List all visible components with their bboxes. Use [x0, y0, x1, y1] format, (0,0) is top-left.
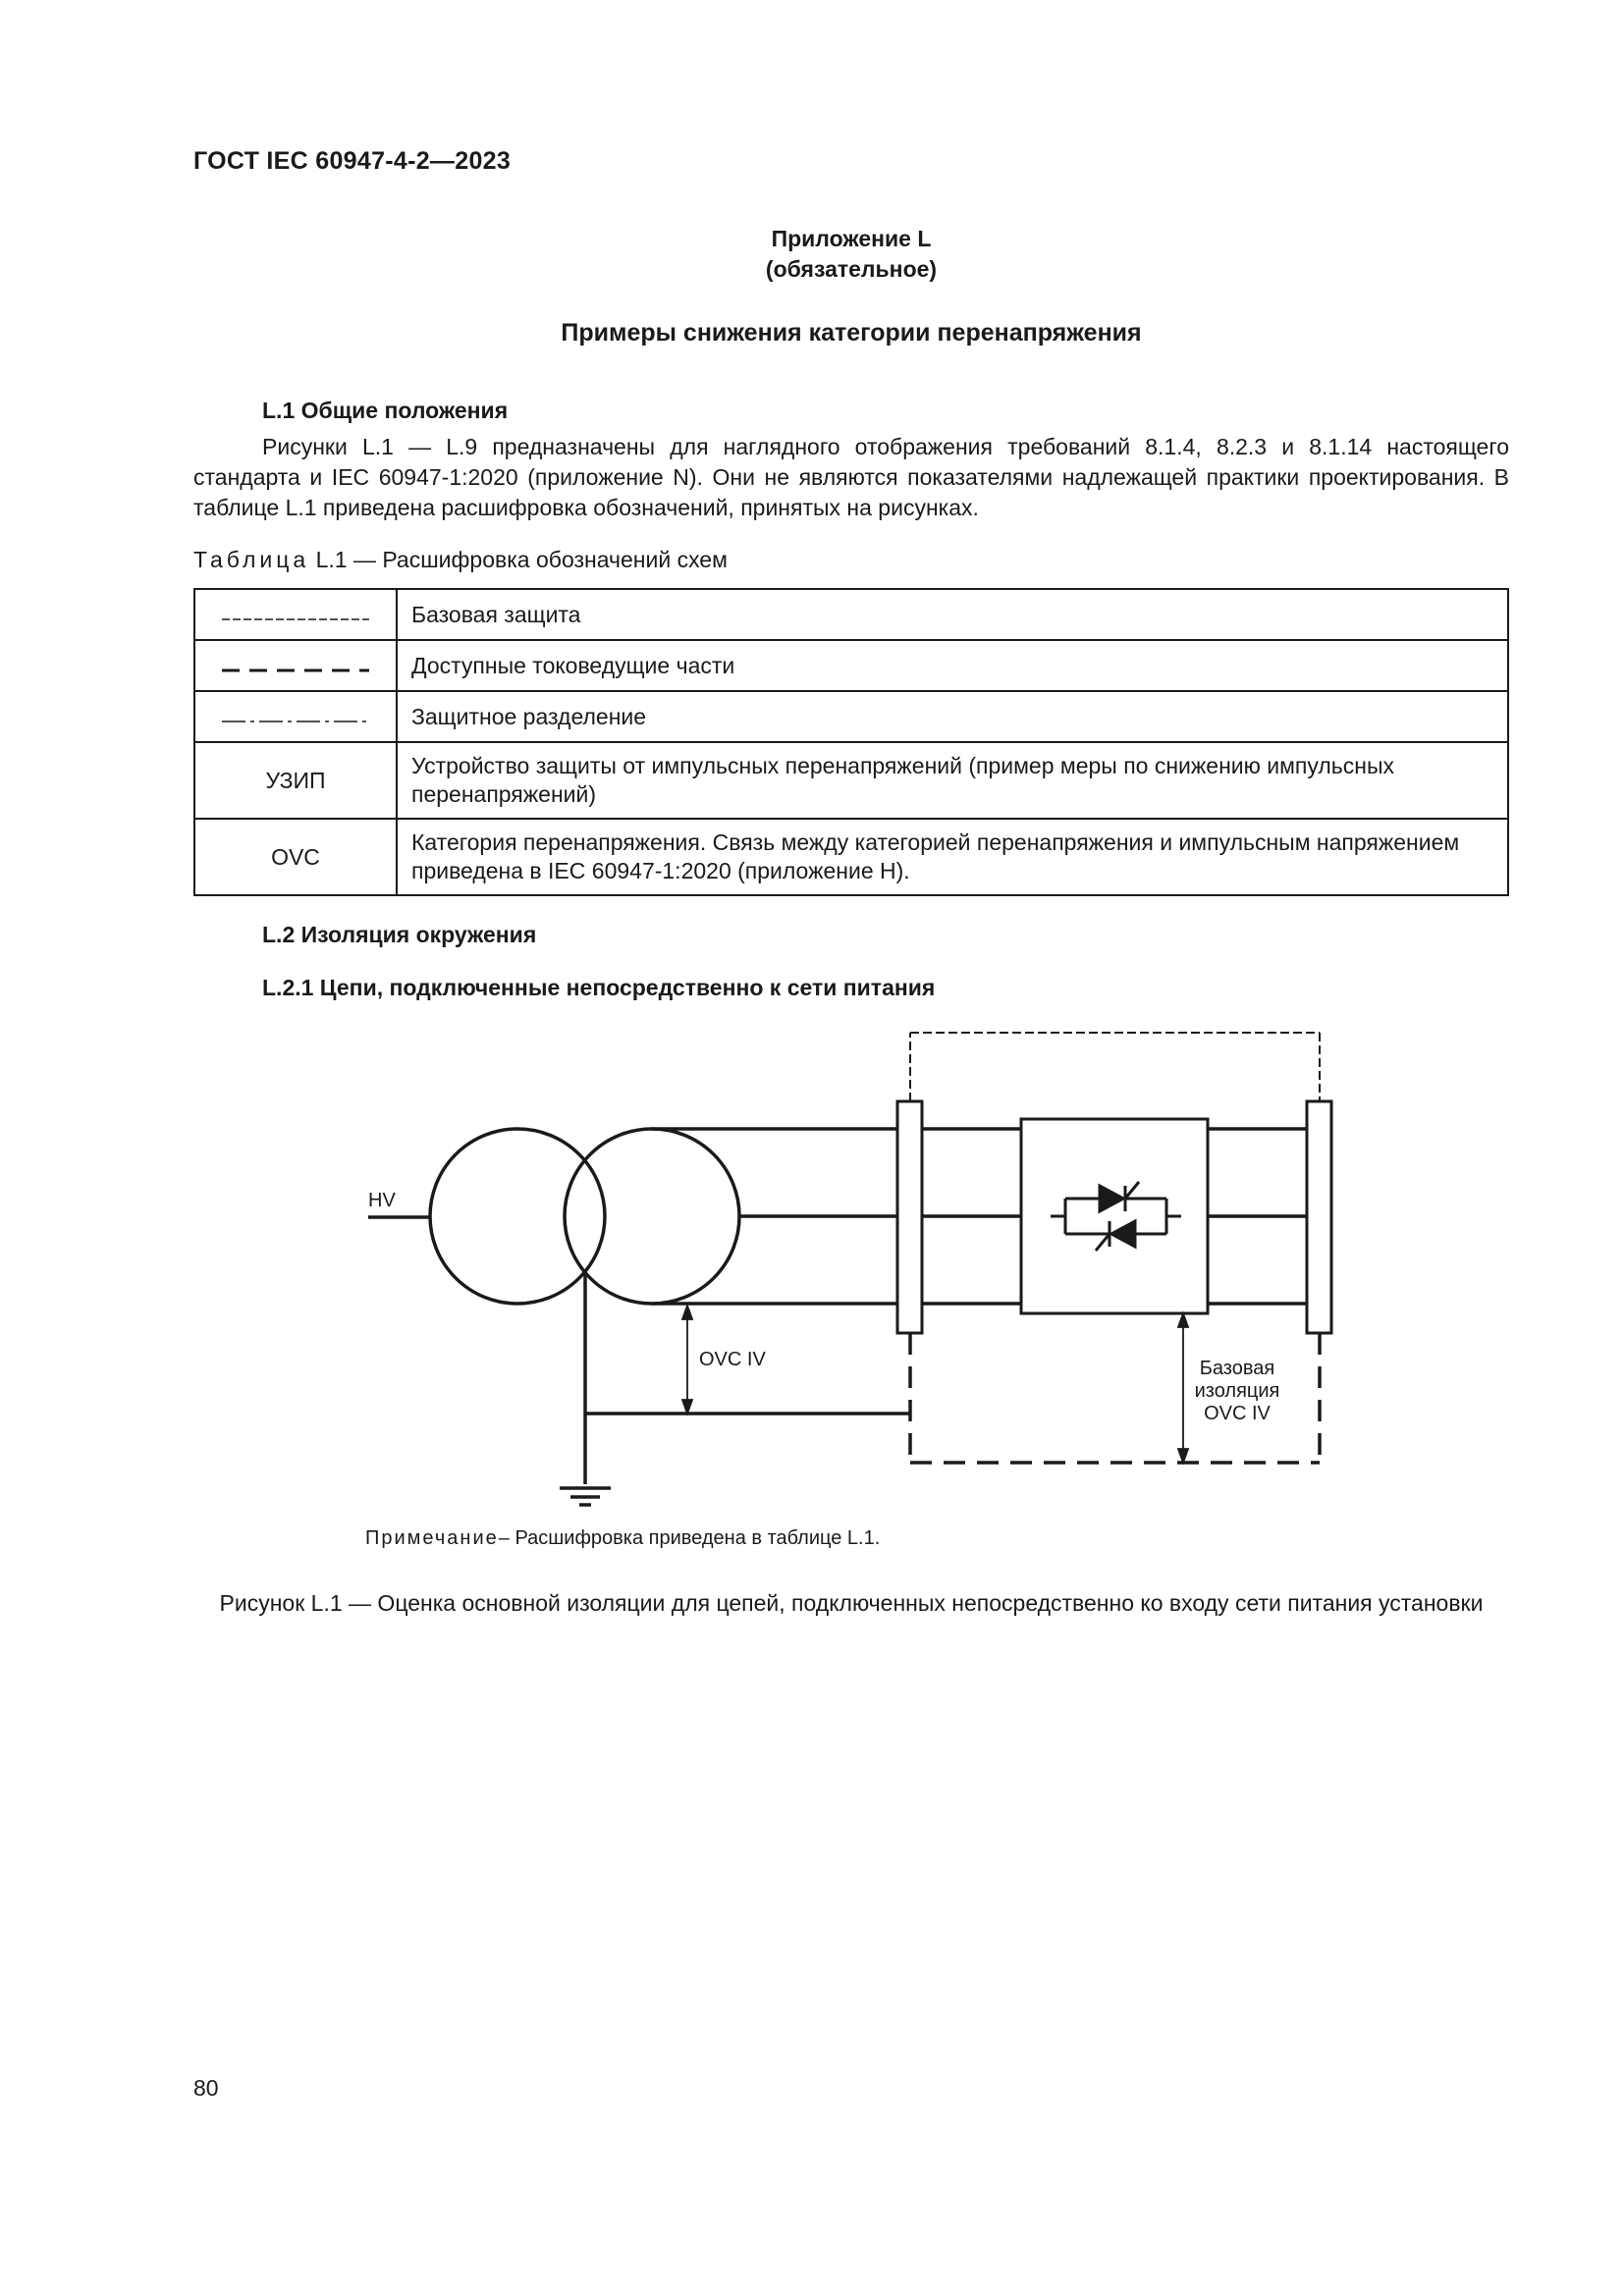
legend-description: Устройство защиты от импульсных перенапряжений (пример меры по снижению импульсных перенапряжений)	[397, 742, 1508, 819]
intro-paragraph: Рисунки L.1 — L.9 предназначены для наглядного отображения требований 8.1.4, 8.2.3 и 8.1.14 настоящего стандарта и IEC 60947-1:2020 (приложение N). Они не являются показателями надлежащей практики проектирования. В таблице L.1 приведена расшифровка обозначений, принятых на рисунках.	[193, 434, 1509, 520]
transformer-primary-coil	[430, 1129, 605, 1304]
legend-description: Базовая защита	[397, 589, 1508, 640]
ground-icon	[560, 1488, 611, 1505]
legend-symbol: OVC	[194, 819, 397, 895]
output-terminal-bar	[1307, 1101, 1331, 1333]
hv-label: HV	[368, 1190, 396, 1211]
table-caption-prefix: Таблица	[193, 547, 310, 572]
basic-protection-boundary	[910, 1033, 1320, 1101]
document-header: ГОСТ IEC 60947-4-2—2023	[193, 147, 512, 175]
basic-insulation-label-3: OVC IV	[1204, 1403, 1271, 1424]
page-number: 80	[193, 2075, 219, 2101]
ovc-label: OVC IV	[699, 1349, 766, 1370]
note-text: – Расшифровка приведена в таблице L.1.	[498, 1527, 881, 1549]
basic-insulation-dimension-arrow	[1178, 1313, 1188, 1463]
legend-description: Доступные токоведущие части	[397, 640, 1508, 691]
appendix-title: Приложение L	[771, 226, 932, 251]
section-heading-l1: L.1 Общие положения	[262, 398, 509, 423]
section-heading-l21: L.2.1 Цепи, подключенные непосредственно к сети питания	[262, 975, 936, 1000]
input-terminal-bar	[897, 1101, 922, 1333]
section-heading-l2: L.2 Изоляция окружения	[262, 922, 537, 947]
note-prefix: Примечание	[365, 1527, 499, 1549]
basic-insulation-label-1: Базовая	[1199, 1358, 1275, 1379]
legend-description: Защитное разделение	[397, 691, 1508, 742]
figure-note	[365, 1527, 880, 1550]
legend-symbol: УЗИП	[194, 742, 397, 819]
ovc-dimension-arrow	[682, 1306, 692, 1414]
basic-insulation-label-2: изоляция	[1194, 1380, 1280, 1402]
figure-caption: Рисунок L.1 — Оценка основной изоляции для цепей, подключенных непосредственно ко входу сети питания установки	[219, 1590, 1484, 1616]
document-title: Примеры снижения категории перенапряжения	[561, 319, 1142, 347]
legend-description: Категория перенапряжения. Связь между категорией перенапряжения и импульсным напряжением приведена в IEC 60947-1:2020 (приложение H).	[397, 819, 1508, 895]
thyristor-icon	[1051, 1182, 1181, 1251]
transformer-secondary-coil	[565, 1129, 739, 1304]
table-caption-text: L.1 — Расшифровка обозначений схем	[315, 547, 728, 572]
appendix-status: (обязательное)	[765, 256, 938, 282]
